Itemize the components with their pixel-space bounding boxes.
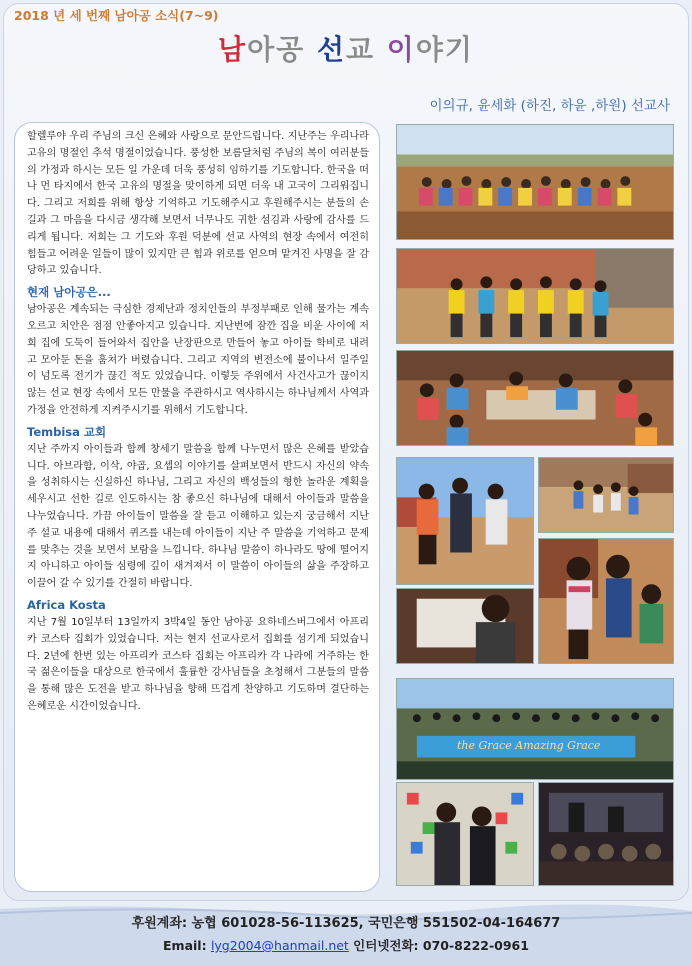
section-heading-kosta: Africa Kosta [27,597,106,612]
photo-two-children [538,538,674,664]
title-part: 선 [316,33,346,66]
section-text-current: 남아공은 계속되는 극심한 경제난과 정치인들의 부정부패로 인해 물가는 계속 오르고 치안은 점점 안좋아지고 있습니다. 지난번에 잠깐 집을 비운 사이에 저희 집에 도둑이 들어와서 집안을 난장판으로 만들어 놓고 아이들 학비로 내려고 모아둔 돈을 훔쳐가 버렸습니다. 그리고 지역의 변전소에 불이나서 일주일이 넘도록 전기가 끊긴 적도 있었습니다. 이렇듯 주위에서 사건사고가 끊이지 않는 선교 현장 속에서 모든 만물을 주관하시고 역사하시는 하나님께서 사역과 가정을 안전하게 지켜주시기를 위해서 기도합니다. [27,304,369,416]
article-box [14,122,380,892]
photo-worship-band [538,782,674,886]
email-label: Email: [163,938,211,953]
section-heading-current: 현재 남아공은... [27,285,111,300]
email-link[interactable]: lyg2004@hanmail.net [210,938,349,953]
contact-line [0,936,692,954]
photo-kids-with-adults [396,457,534,585]
photo-two-men [396,782,534,886]
section-text-tembisa: 지난 주까지 아이들과 함께 창세기 말씀을 함께 나누면서 많은 은혜를 받았습니다. 아브라함, 이삭, 야곱, 요셉의 이야기를 살펴보면서 반드시 자신의 약속을 성취하시는 신실하신 하나님, 그리고 자신의 백성들의 형한 놀라운 계획을 세우시고 선한 길로 인도하시는 참 좋으신 하나님에 대해서 아이들과 말씀을 나누었습니다. 가끔 아이들이 말씀을 잘 듣고 이해하고 있는지 궁금해서 지난 주 설교 내용에 대해서 퀴즈를 내는데 아이들이 지난 주 말씀을 기억하고 문제를 맞추는 것을 보면서 보람을 느낍니다. 하나님 말씀이 하나라도 땅에 떨어지지 아니하고 아이들 심령에 깊이 새겨져서 이 말씀이 아이들의 삶을 주장하고 이끌어 갈 수 있기를 간절히 바랍니다. [27,443,369,590]
photo-group-field [396,124,674,240]
title-part: 교 [346,33,387,66]
title-part: 아공 [247,33,317,66]
banner-text: the Grace Amazing Grace [457,739,601,752]
photo-class-writing [396,350,674,446]
issue-label: 2018 년 세 번째 남아공 소식(7~9) [14,8,219,23]
photo-village-kids [538,457,674,533]
phone-number: 인터넷전화: 070-8222-0961 [348,938,529,953]
missionary-names: 이의규, 윤세화 (하진, 하윤 ,하원) 선교사 [429,98,670,114]
photo-africa-kosta-group [396,678,674,780]
page-title [0,28,692,68]
photo-boy-quiz [396,588,534,664]
title-part: 야기 [415,33,474,66]
intro-paragraph: 할렐루야 우리 주님의 크신 은혜와 사랑으로 문안드립니다. 지난주는 우리나라 고유의 명절인 추석 명절이었습니다. 풍성한 보름달처럼 주님의 복이 여러분들의 가정과 하시는 모든 일 가운데 더욱 풍성히 임하기를 기도합니다. 한국을 떠나 먼 타지에서 한국 고유의 명절을 맞이하게 되면 더욱 내 고국이 그리워집니다. 그리고 저희를 위해 항상 기억하고 기도해주시고 후원해주시는 분들의 손길과 그 마음을 다시금 생각해 보면서 너무나도 귀한 섬김과 사랑에 감사를 드리게 됩니다. 저희는 그 기도와 후원 덕분에 선교 사역의 현장 속에서 여전히 힘들고 어려운 일들이 많이 있지만 큰 힘과 위로를 얻으며 맡겨진 사명을 잘 감당하고 있습니다. [27,131,369,277]
photo-kids-yellow-shirts [396,248,674,344]
title-part: 이 [386,33,416,66]
section-text-kosta: 지난 7월 10일부터 13일까지 3박4일 동안 남아공 요하네스버그에서 아프리카 코스타 집회가 있었습니다. 저는 현지 선교사로서 집회를 섬기게 되었습니다. 2년에 한번 있는 아프리카 코스타 집회는 아프리카 각 나라에 거주하는 한국 젊은이들을 대상으로 한국에서 훌륭한 강사님들을 초청해서 그분들의 말씀을 통해 많은 도전을 받고 하나님을 향해 뜨겁게 찬양하고 기도하며 결단하는 은혜로운 시간이었습니다. [27,616,369,712]
section-heading-tembisa: Tembisa 교회 [27,424,107,439]
donation-account: 후원계좌: 농협 601028-56-113625, 국민은행 551502-04-164677 [131,916,561,931]
title-part: 남 [218,33,248,66]
